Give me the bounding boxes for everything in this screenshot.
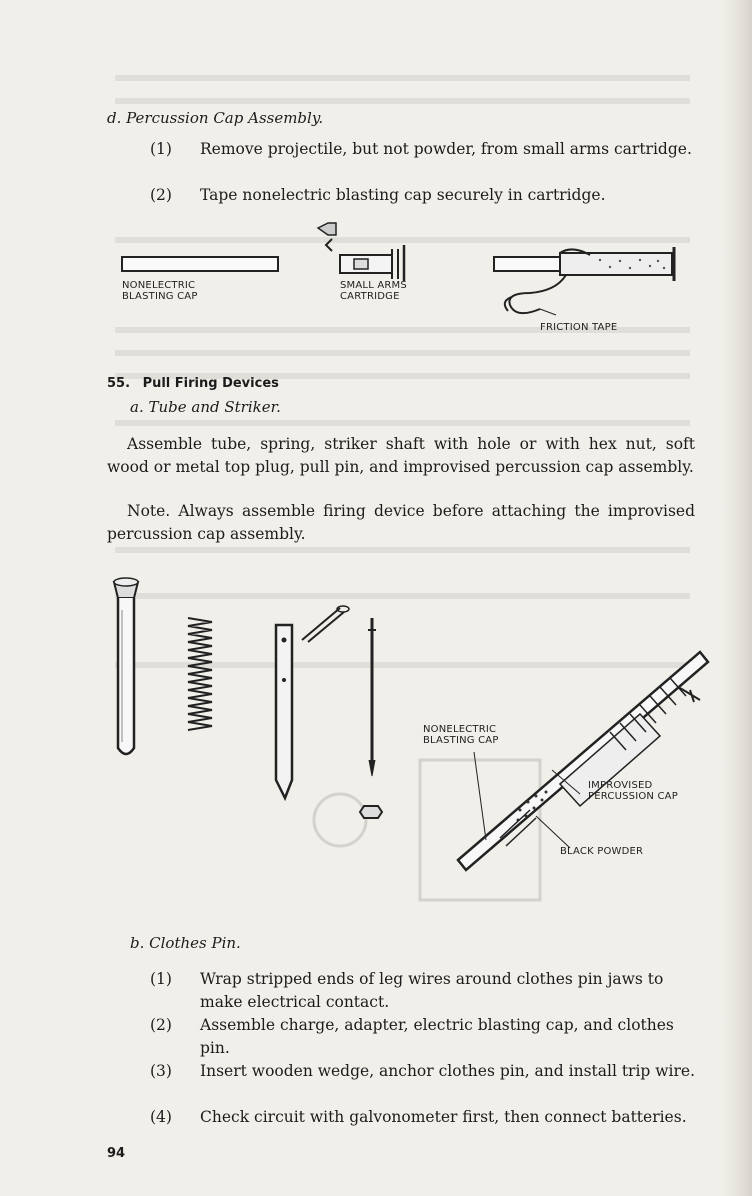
- label-nonelectric-cap: NONELECTRIC BLASTING CAP: [122, 280, 198, 302]
- pull-pin: [302, 608, 344, 642]
- label-small-arms-cartridge: SMALL ARMS CARTRIDGE: [340, 280, 407, 302]
- leader-line: [474, 752, 486, 840]
- section-d-step: [150, 184, 695, 207]
- tube-striker-figure: [0, 570, 752, 910]
- arrow-down: [326, 239, 332, 251]
- cartridge-neck: [354, 259, 368, 269]
- blasting-cap-tube: [122, 257, 278, 271]
- label-friction-tape: FRICTION TAPE: [540, 322, 618, 333]
- section-b-step: [150, 1060, 695, 1106]
- striker-shaft-with-hole: [276, 625, 292, 798]
- section-b-step: [150, 1106, 695, 1152]
- step-number: (1): [150, 970, 172, 988]
- step-text: Tape nonelectric blasting cap securely in cartridge.: [200, 186, 606, 204]
- spring: [188, 618, 212, 730]
- assembled-cartridge: [560, 253, 672, 275]
- label-black-powder: BLACK POWDER: [560, 846, 644, 857]
- section-b-heading: b. Clothes Pin.: [130, 934, 241, 952]
- tube: [118, 598, 134, 754]
- step-number: (2): [150, 1016, 172, 1034]
- projectile: [318, 223, 336, 235]
- hex-nut: [360, 806, 382, 818]
- step-text: Insert wooden wedge, anchor clothes pin, and install trip wire.: [200, 1062, 696, 1080]
- step-text: Check circuit with galvonometer first, then connect batteries.: [200, 1108, 687, 1126]
- section-55-heading: [107, 376, 279, 391]
- step-number: (4): [150, 1108, 172, 1126]
- step-number: (2): [150, 186, 172, 204]
- step-text: Wrap stripped ends of leg wires around clothes pin jaws to make electrical contact.: [200, 970, 664, 1011]
- step-text: Remove projectile, but not powder, from small arms cartridge.: [200, 140, 692, 158]
- section-number: 55.: [107, 376, 131, 391]
- friction-tape: [509, 275, 566, 313]
- assembly-paragraph: Assemble tube, spring, striker shaft with hole or with hex nut, soft wood or metal top plug, pull pin, and improvised percussion cap assembly.: [107, 435, 695, 476]
- label-nonelectric-cap-2: NONELECTRIC BLASTING CAP: [423, 724, 499, 746]
- note-paragraph: Note. Always assemble firing device before attaching the improvised percussion cap assembly.: [107, 502, 695, 543]
- label-improvised-cap: IMPROVISED PERCUSSION CAP: [588, 780, 678, 802]
- section-b-step: [150, 968, 695, 1014]
- step-number: (1): [150, 140, 172, 158]
- section-title: Pull Firing Devices: [142, 376, 279, 391]
- section-b-step: [150, 1014, 695, 1060]
- section-a-heading: a. Tube and Striker.: [130, 398, 281, 416]
- assembled-device: [458, 652, 708, 870]
- leader-line: [536, 816, 570, 848]
- section-d-heading: d. Percussion Cap Assembly.: [107, 109, 324, 127]
- step-text: Assemble charge, adapter, electric blasting cap, and clothes pin.: [200, 1016, 674, 1057]
- step-number: (3): [150, 1062, 172, 1080]
- page-number: 94: [107, 1146, 126, 1161]
- section-d-step: [150, 138, 695, 184]
